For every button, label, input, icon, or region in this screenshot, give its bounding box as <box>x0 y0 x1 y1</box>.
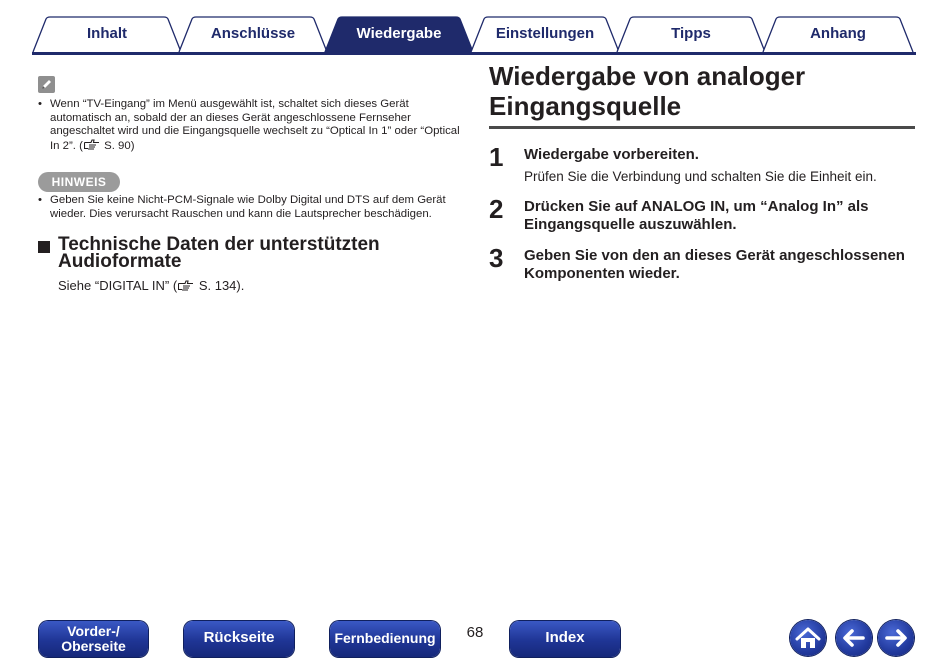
section-ref-page[interactable]: S. 134 <box>198 278 237 293</box>
arrow-left-icon <box>836 620 872 656</box>
tab-anhang[interactable] <box>762 17 914 52</box>
tab-anschluesse[interactable] <box>178 17 328 52</box>
page-reference-icon <box>84 139 100 150</box>
step-text: Geben Sie von den an dieses Gerät angeschlossenen Komponenten wieder. <box>524 247 905 282</box>
rear-panel-button[interactable] <box>184 621 294 657</box>
tab-label: Anhang <box>810 25 866 42</box>
index-label: Index <box>545 629 585 646</box>
hinweis-bullet <box>38 194 470 221</box>
tab-label: Anschlüsse <box>210 25 296 42</box>
page-reference-icon <box>178 280 194 291</box>
section-title: Technische Daten der unterstützten Audioformate <box>58 234 380 272</box>
section-body <box>58 278 244 293</box>
hinweis-text: Geben Sie keine Nicht-PCM-Signale wie Dolby Digital und DTS auf dem Gerät wieder. Dies verursacht Rauschen und kann die Lautsprecher beschädigen. <box>50 194 446 220</box>
tab-label: Inhalt <box>87 25 127 42</box>
tab-einstellungen[interactable] <box>470 17 620 52</box>
front-panel-button[interactable] <box>39 621 148 657</box>
previous-page-button[interactable] <box>836 620 872 656</box>
step-number: 1 <box>489 142 504 172</box>
tab-label: Wiedergabe <box>356 25 442 42</box>
remote-control-button[interactable] <box>330 621 440 657</box>
home-button[interactable] <box>790 620 826 656</box>
remote-control-label: Fernbedienung <box>334 630 436 646</box>
tab-wiedergabe[interactable] <box>324 17 474 52</box>
page-title: Wiedergabe von analoger Eingangsquelle <box>489 61 806 121</box>
index-button[interactable] <box>510 621 620 657</box>
tab-label: Tipps <box>671 25 711 42</box>
step-text: Wiedergabe vorbereiten. <box>524 146 699 163</box>
arrow-right-icon <box>878 620 914 656</box>
front-panel-label-1: Vorder-/ <box>67 623 120 639</box>
note-bullet: • Wenn “TV-Eingang” im Menü ausgewählt ist, schaltet sich dieses Gerät automatisch an, sobald der an dieses Gerät angeschlossene Fernseher angeschaltet wird und die Eingangsquelle wechselt zu “Optical In 1” oder “Optical In 2”. ( S. 90) <box>38 98 470 153</box>
hinweis-badge: HINWEIS <box>38 172 120 192</box>
tab-bar-baseline <box>32 52 916 55</box>
title-divider <box>489 126 915 129</box>
page-number: 68 <box>466 624 484 641</box>
note-ref-page[interactable]: S. 90 <box>104 139 131 152</box>
section-marker-icon <box>38 241 50 253</box>
note-text: Wenn “TV-Eingang” im Menü ausgewählt ist, schaltet sich dieses Gerät automatisch an, sobald der an dieses Gerät angeschlossene Fernseher angeschaltet wird und die Eingangsquelle wechselt zu “Optical In 1” oder “Optical In 2”. <box>50 98 460 152</box>
step-text: Drücken Sie auf ANALOG IN, um “Analog In” als Eingangsquelle auszuwählen. <box>524 198 869 233</box>
tab-label: Einstellungen <box>495 25 595 42</box>
section-body-prefix: Siehe “DIGITAL IN” ( <box>58 278 178 293</box>
next-page-button[interactable] <box>878 620 914 656</box>
tab-bar <box>32 17 916 55</box>
front-panel-label-2: Oberseite <box>61 637 126 654</box>
pencil-icon <box>38 76 55 93</box>
home-icon <box>790 620 826 656</box>
step-number: 3 <box>489 243 504 273</box>
tab-inhalt[interactable] <box>32 17 182 52</box>
tab-tipps[interactable] <box>616 17 766 52</box>
step-subtext: Prüfen Sie die Verbindung und schalten Sie die Einheit ein. <box>524 169 877 184</box>
rear-panel-label: Rückseite <box>203 629 275 646</box>
step-number: 2 <box>489 194 504 224</box>
section-body-suffix: ). <box>236 278 245 293</box>
